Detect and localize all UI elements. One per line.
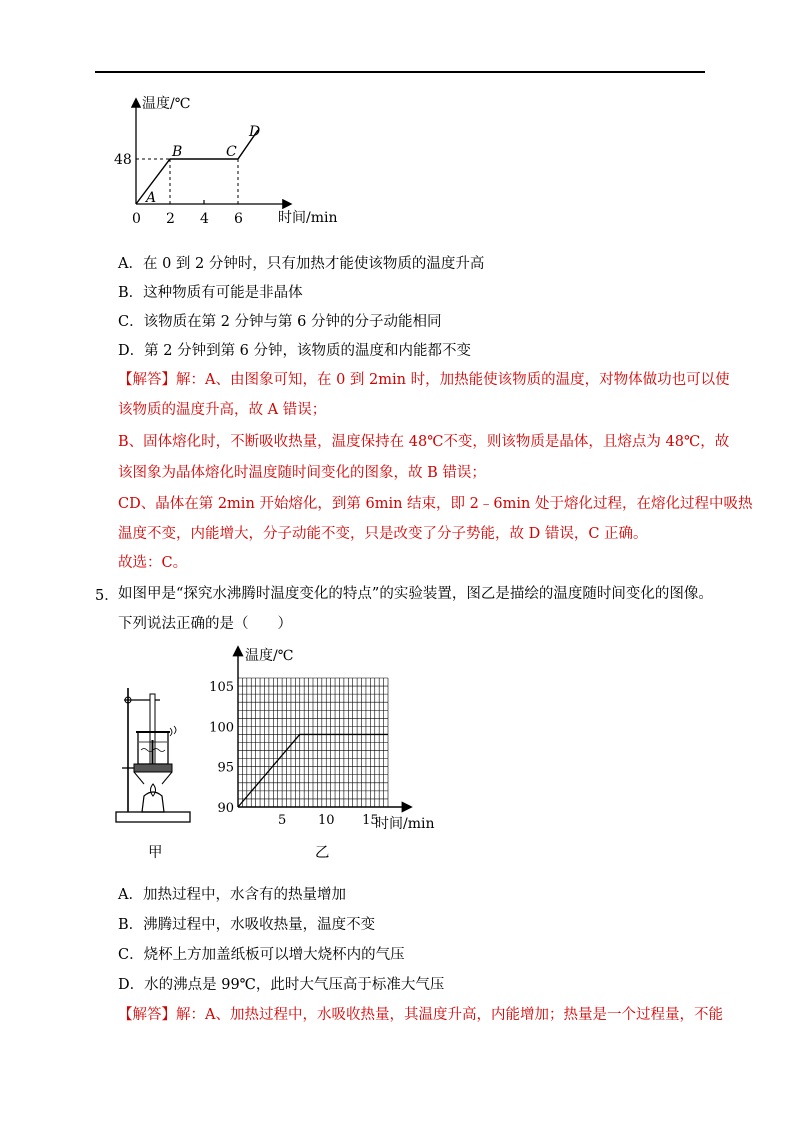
chart2-y-tick: 90 xyxy=(217,801,234,816)
header-rule xyxy=(95,71,705,73)
q4-answer-line-6: 温度不变，内能增大，分子动能不变，只是改变了分子势能，故 D 错误，C 正确。 xyxy=(118,526,648,542)
q5-stem-line-2: 下列说法正确的是（ ） xyxy=(118,616,292,632)
q4-answer-line-4: 该图象为晶体熔化时温度随时间变化的图象，故 B 错误； xyxy=(118,465,486,481)
boiling-temperature-chart xyxy=(205,640,445,840)
figure-a-caption: 甲 xyxy=(148,845,163,861)
figure-b-caption: 乙 xyxy=(315,845,330,861)
chart2-y-tick: 100 xyxy=(209,720,234,736)
melting-graph xyxy=(110,92,370,227)
chart2-x-tick: 10 xyxy=(317,813,335,828)
q4-answer-line-1: 【解答】解：A、由图象可知，在 0 到 2min 时，加热能使该物质的温度，对物体做功也可以使 xyxy=(118,372,730,388)
graph1-x-tick-0: 0 xyxy=(132,211,141,227)
q5-option-d: D．水的沸点是 99℃，此时大气压高于标准大气压 xyxy=(118,977,445,993)
chart2-y-tick: 95 xyxy=(217,760,234,776)
q4-answer-line-3: B、固体熔化时，不断吸收热量，温度保持在 48℃不变，则该物质是晶体，且熔点为 48℃，故 xyxy=(118,434,730,450)
graph1-x-tick-2: 2 xyxy=(166,211,175,227)
q4-answer-line-7: 故选：C。 xyxy=(118,555,188,571)
wire-gauze xyxy=(134,764,172,772)
chart2-x-tick: 5 xyxy=(277,813,287,828)
graph1-y-label: 温度/℃ xyxy=(142,96,191,112)
graph1-x-tick-4: 4 xyxy=(200,211,209,227)
graph1-point-a: A xyxy=(146,190,157,206)
chart2-x-tick: 15 xyxy=(362,813,379,828)
q5-option-a: A．加热过程中，水含有的热量增加 xyxy=(118,887,346,903)
q4-option-d: D．第 2 分钟到第 6 分钟，该物质的温度和内能都不变 xyxy=(118,343,472,359)
chart2-y-label: 温度/℃ xyxy=(245,648,294,664)
q4-answer-line-5: CD、晶体在第 2min 开始熔化，到第 6min 结束，即 2﹣6min 处于熔化过程，在熔化过程中吸热 xyxy=(118,496,753,512)
q5-option-b: B．沸腾过程中，水吸收热量，温度不变 xyxy=(118,917,376,933)
chart2-y-tick: 105 xyxy=(209,680,234,696)
q5-number: 5． xyxy=(95,588,119,604)
q4-option-c: C．该物质在第 2 分钟与第 6 分钟的分子动能相同 xyxy=(118,314,442,330)
graph1-x-label: 时间/min xyxy=(278,210,338,226)
graph1-point-b: B xyxy=(172,144,183,160)
graph1-point-c: C xyxy=(226,144,237,160)
graph1-y-tick: 48 xyxy=(114,152,132,168)
chart2-x-label: 时间/min xyxy=(375,816,435,832)
graph1-point-d: D xyxy=(249,124,261,140)
graph1-x-tick-6: 6 xyxy=(234,211,243,227)
q5-option-c: C．烧杯上方加盖纸板可以增大烧杯内的气压 xyxy=(118,947,405,963)
q5-answer-line-1: 【解答】解：A、加热过程中，水吸收热量，其温度升高，内能增加；热量是一个过程量，不能 xyxy=(118,1007,723,1023)
alcohol-lamp-icon xyxy=(142,792,164,812)
q4-answer-line-2: 该物质的温度升高，故 A 错误； xyxy=(118,402,327,418)
q4-option-a: A．在 0 到 2 分钟时，只有加热才能使该物质的温度升高 xyxy=(118,256,485,272)
boiling-apparatus-figure xyxy=(110,680,200,830)
stand-base xyxy=(116,812,190,822)
q5-stem-line-1: 如图甲是“探究水沸腾时温度变化的特点”的实验装置，图乙是描绘的温度随时间变化的图像。 xyxy=(118,586,713,602)
q4-option-b: B．这种物质有可能是非晶体 xyxy=(118,285,303,301)
